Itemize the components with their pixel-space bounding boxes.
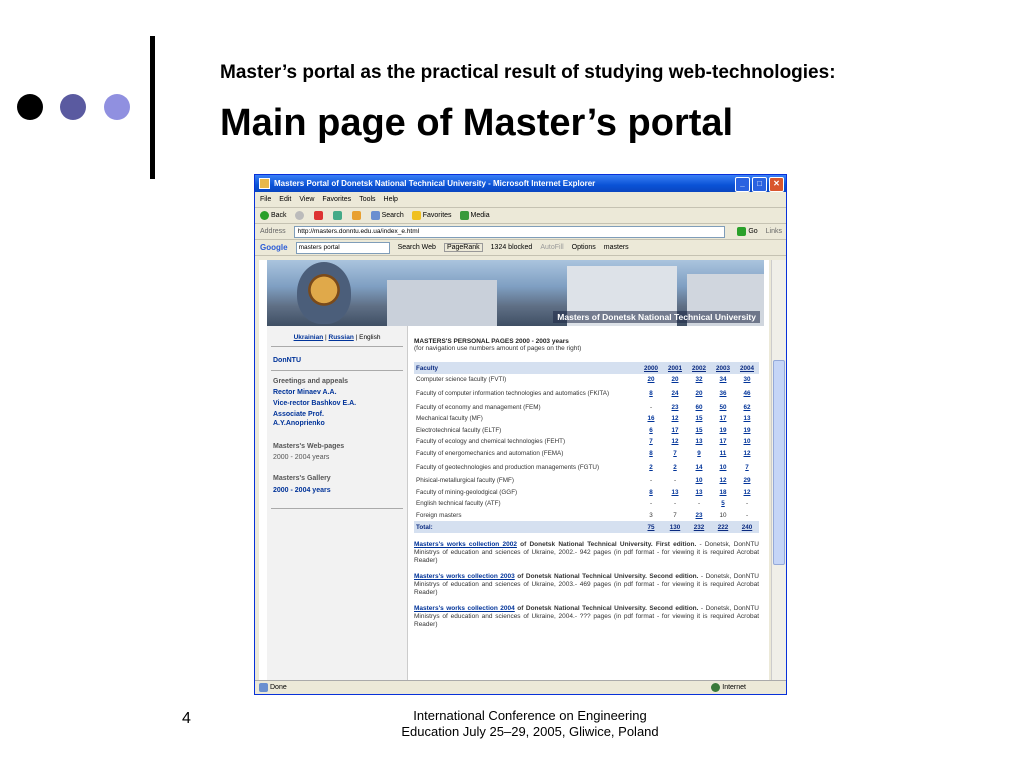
total-value[interactable]: 232 xyxy=(687,521,711,533)
faculty-count[interactable]: 6 xyxy=(649,426,653,434)
total-value[interactable]: 222 xyxy=(711,521,735,533)
menu-help[interactable]: Help xyxy=(383,196,398,203)
faculty-count[interactable]: 62 xyxy=(743,403,751,411)
close-button[interactable]: ✕ xyxy=(769,177,784,192)
status-bar xyxy=(255,680,786,694)
total-value[interactable]: 75 xyxy=(639,521,663,533)
faculty-count[interactable]: 30 xyxy=(743,376,751,384)
faculty-count[interactable]: 15 xyxy=(695,426,703,434)
faculty-count: 7 xyxy=(673,511,677,519)
language-switcher: Ukrainian | Russian | English xyxy=(293,334,381,341)
table-row xyxy=(414,475,759,487)
faculty-name: Faculty of geotechnologies and production managements (FGTU) xyxy=(416,463,600,471)
web-pages-heading: Masters's Web-pages xyxy=(273,443,345,450)
table-row xyxy=(414,402,759,414)
address-input[interactable]: http://masters.donntu.edu.ua/index_e.html xyxy=(294,226,726,238)
faculty-count[interactable]: 12 xyxy=(743,449,751,457)
faculty-count[interactable]: 60 xyxy=(695,403,703,411)
header-faculty: Faculty xyxy=(414,362,639,374)
google-search-input[interactable]: masters portal xyxy=(296,242,390,254)
faculty-count[interactable]: 8 xyxy=(649,488,653,496)
collection-2002: Masters's works collection 2002 of Donetsk National Technical University. First edition. - Donetsk, DonNTU Ministrys of education and sciences of Ukraine, 2002.- 942 pages (in pdf format - for viewing it is required Acrobat Reader) xyxy=(414,541,759,564)
link-collection-2004[interactable]: Masters's works collection 2004 xyxy=(414,605,515,612)
faculty-count[interactable]: 7 xyxy=(673,449,677,457)
divider xyxy=(271,370,403,371)
main-content xyxy=(414,338,759,629)
faculty-name: Phisical-metallurgical faculty (FMF) xyxy=(416,477,514,485)
faculty-count[interactable]: 10 xyxy=(719,463,727,471)
lang-ukrainian[interactable]: Ukrainian xyxy=(293,334,324,341)
options-button[interactable]: Options xyxy=(571,244,596,251)
faculty-count[interactable]: 12 xyxy=(743,488,751,496)
faculty-name: Faculty of economy and management (FEM) xyxy=(416,403,541,411)
table-row xyxy=(414,425,759,437)
link-collection-2002[interactable]: Masters's works collection 2002 xyxy=(414,541,517,548)
navigation-hint: (for navigation use numbers amount of pages on the right) xyxy=(414,345,582,352)
faculty-count[interactable]: 13 xyxy=(671,488,679,496)
faculty-count[interactable]: 32 xyxy=(695,376,703,384)
link-donntu[interactable]: DonNTU xyxy=(273,357,301,364)
title-divider xyxy=(150,36,155,179)
lang-english: English xyxy=(359,334,381,341)
title-bar xyxy=(255,175,786,192)
personal-pages-heading: MASTERS'S PERSONAL PAGES 2000 - 2003 years xyxy=(414,338,569,345)
faculty-count: - xyxy=(673,500,677,508)
faculty-count[interactable]: 34 xyxy=(719,376,727,384)
star-icon xyxy=(412,211,421,220)
bullet-dot-3 xyxy=(104,94,130,120)
faculty-count: 10 xyxy=(719,511,727,519)
faculty-count[interactable]: 12 xyxy=(719,477,727,485)
google-logo[interactable]: Google xyxy=(260,243,288,252)
menu-bar xyxy=(255,192,786,208)
link-gallery-years[interactable]: 2000 - 2004 years xyxy=(273,487,331,494)
header-year[interactable]: 2004 xyxy=(735,362,759,374)
table-header xyxy=(414,362,759,374)
faculty-count: - xyxy=(649,477,653,485)
faculty-name: English technical faculty (ATF) xyxy=(416,500,501,508)
faculty-count[interactable]: 12 xyxy=(671,415,679,423)
faculty-count[interactable]: 19 xyxy=(743,426,751,434)
header-year[interactable]: 2002 xyxy=(687,362,711,374)
table-row xyxy=(414,386,759,402)
faculty-count[interactable]: 19 xyxy=(719,426,727,434)
faculty-count: - xyxy=(649,403,653,411)
header-year[interactable]: 2001 xyxy=(663,362,687,374)
page-number: 4 xyxy=(182,710,191,727)
scrollbar-thumb[interactable] xyxy=(773,360,785,565)
slide-title: Main page of Master’s portal xyxy=(220,102,734,144)
faculty-count[interactable]: 20 xyxy=(671,376,679,384)
faculty-count[interactable]: 16 xyxy=(647,415,655,423)
faculty-count[interactable]: 20 xyxy=(647,376,655,384)
table-row xyxy=(414,498,759,510)
faculty-count[interactable]: 20 xyxy=(695,390,703,397)
total-value[interactable]: 130 xyxy=(663,521,687,533)
faculty-name: Mechanical faculty (MF) xyxy=(416,415,483,423)
faculty-count[interactable]: 9 xyxy=(697,449,701,457)
link-vice-rector[interactable]: Vice-rector Bashkov E.A. xyxy=(273,400,357,407)
table-row xyxy=(414,459,759,475)
faculty-name: Faculty of computer information technologies and automatics (FKITA) xyxy=(416,390,610,397)
divider xyxy=(271,508,403,509)
faculty-count[interactable]: 14 xyxy=(695,463,703,471)
banner-title: Masters of Donetsk National Technical University xyxy=(553,311,760,323)
link-associate-prof[interactable]: Associate Prof. xyxy=(273,411,324,418)
table-row xyxy=(414,413,759,425)
faculty-count[interactable]: 8 xyxy=(649,449,653,457)
table-total-row xyxy=(414,521,759,533)
footer-line-2: Education July 25–29, 2005, Gliwice, Poland xyxy=(401,724,659,739)
slide-subtitle: Master’s portal as the practical result of studying web-technologies: xyxy=(220,62,836,83)
table-row xyxy=(414,448,759,460)
go-button[interactable]: Go xyxy=(737,227,757,236)
browser-window xyxy=(254,174,787,695)
faculty-count: - xyxy=(745,511,749,519)
faculty-count[interactable]: 17 xyxy=(719,415,727,423)
faculty-count: 3 xyxy=(649,511,653,519)
total-value[interactable]: 240 xyxy=(735,521,759,533)
greetings-heading: Greetings and appeals xyxy=(273,378,349,385)
vertical-scrollbar[interactable] xyxy=(771,260,786,680)
refresh-icon[interactable] xyxy=(333,211,342,220)
status-text: Done xyxy=(270,684,287,691)
faculty-name: Faculty of energomechanics and automation (FEMA) xyxy=(416,449,564,457)
portal-banner xyxy=(267,260,764,326)
faculty-count[interactable]: 5 xyxy=(721,500,725,508)
faculty-name: Electrotechnical faculty (ELTF) xyxy=(416,426,502,434)
building-shape xyxy=(387,280,497,326)
faculty-count[interactable]: 7 xyxy=(649,438,653,446)
faculty-count[interactable]: 10 xyxy=(743,438,751,446)
faculty-count[interactable]: 7 xyxy=(745,463,749,471)
menu-tools[interactable]: Tools xyxy=(359,196,376,203)
google-toolbar xyxy=(255,240,786,256)
home-icon[interactable] xyxy=(352,211,361,220)
faculty-count[interactable]: 17 xyxy=(671,426,679,434)
minimize-button[interactable]: _ xyxy=(735,177,750,192)
faculty-count[interactable]: 23 xyxy=(695,511,703,519)
faculty-count: - xyxy=(697,500,701,508)
page-content xyxy=(259,260,769,680)
faculty-name: Faculty of ecology and chemical technologies (FEHT) xyxy=(416,438,566,446)
table-row xyxy=(414,487,759,499)
faculty-name: Foreign masters xyxy=(416,511,462,519)
left-sidebar xyxy=(267,326,408,680)
menu-file[interactable]: File xyxy=(260,196,272,203)
faculty-count[interactable]: 50 xyxy=(719,403,727,411)
faculty-count: - xyxy=(745,500,749,508)
footer-line-1: International Conference on Engineering xyxy=(413,708,647,723)
lang-russian[interactable]: Russian xyxy=(328,334,354,341)
masters-highlight-button[interactable]: masters xyxy=(603,244,629,251)
total-label: Total: xyxy=(414,521,639,533)
link-web-pages-years[interactable]: 2000 - 2004 years xyxy=(273,454,330,461)
bullet-dot-2 xyxy=(60,94,86,120)
internet-zone-icon xyxy=(711,683,720,692)
page-done-icon xyxy=(259,683,268,692)
link-anoprienko[interactable]: A.Y.Anoprienko xyxy=(273,420,325,427)
faculty-count[interactable]: 18 xyxy=(719,488,727,496)
header-year[interactable]: 2003 xyxy=(711,362,735,374)
collection-2004: Masters's works collection 2004 of Donetsk National Technical University. Second edition. - Donetsk, DonNTU Ministrys of education and sciences of Ukraine, 2004.- ??? pages (in pdf format - for viewing it is required Acrobat Reader) xyxy=(414,605,759,628)
faculty-count[interactable]: 13 xyxy=(743,415,751,423)
collection-2003: Masters's works collection 2003 of Donetsk National Technical University. Second edition. - Donetsk, DonNTU Ministrys of education and sciences of Ukraine, 2003.- 469 pages (in pdf format - for viewing it is required Acrobat Reader) xyxy=(414,573,759,596)
gallery-heading: Masters's Gallery xyxy=(273,475,331,482)
faculty-count[interactable]: 17 xyxy=(719,438,727,446)
table-row xyxy=(414,374,759,386)
faculty-count[interactable]: 13 xyxy=(695,488,703,496)
faculty-count[interactable]: 46 xyxy=(743,390,751,397)
ie-icon xyxy=(259,178,270,189)
search-icon xyxy=(371,211,380,220)
bullet-dot-1 xyxy=(17,94,43,120)
standard-toolbar xyxy=(255,208,786,224)
faculty-count[interactable]: 13 xyxy=(695,438,703,446)
links-button[interactable]: Links xyxy=(765,228,782,235)
back-button[interactable]: Back xyxy=(260,211,287,220)
popup-blocker[interactable]: 1324 blocked xyxy=(490,244,533,251)
menu-favorites[interactable]: Favorites xyxy=(322,196,352,203)
window-title: Masters Portal of Donetsk National Technical University - Microsoft Internet Explorer xyxy=(274,179,596,188)
faculty-table xyxy=(414,362,759,533)
faculty-count[interactable]: 10 xyxy=(695,477,703,485)
slide-footer xyxy=(380,708,680,740)
university-emblem-icon xyxy=(297,262,351,324)
stop-icon[interactable] xyxy=(314,211,323,220)
address-bar xyxy=(255,224,786,240)
faculty-count[interactable]: 8 xyxy=(649,390,653,397)
pagerank-indicator: PageRank xyxy=(444,243,483,252)
search-button[interactable]: Search xyxy=(371,211,404,220)
faculty-count[interactable]: 24 xyxy=(671,390,679,397)
go-arrow-icon xyxy=(737,227,746,236)
table-row xyxy=(414,510,759,522)
faculty-count[interactable]: 15 xyxy=(695,415,703,423)
table-row xyxy=(414,436,759,448)
faculty-count[interactable]: 2 xyxy=(673,463,677,471)
faculty-count[interactable]: 23 xyxy=(671,403,679,411)
divider xyxy=(271,346,403,347)
search-web-button[interactable]: Search Web xyxy=(397,244,436,251)
faculty-count[interactable]: 11 xyxy=(719,449,727,457)
maximize-button[interactable]: □ xyxy=(752,177,767,192)
faculty-count[interactable]: 29 xyxy=(743,477,751,485)
zone-text: Internet xyxy=(722,684,746,691)
faculty-count[interactable]: 2 xyxy=(649,463,653,471)
media-button[interactable]: Media xyxy=(460,211,490,220)
header-year[interactable]: 2000 xyxy=(639,362,663,374)
link-rector[interactable]: Rector Minaev A.A. xyxy=(273,389,337,396)
menu-edit[interactable]: Edit xyxy=(279,196,292,203)
faculty-count[interactable]: 36 xyxy=(719,390,727,397)
menu-view[interactable]: View xyxy=(299,196,315,203)
faculty-count: - xyxy=(649,500,653,508)
forward-arrow-icon[interactable] xyxy=(295,211,304,220)
autofill-button[interactable]: AutoFill xyxy=(540,244,564,251)
link-collection-2003[interactable]: Masters's works collection 2003 xyxy=(414,573,515,580)
back-arrow-icon xyxy=(260,211,269,220)
faculty-count: - xyxy=(673,477,677,485)
faculty-name: Computer science faculty (FVTI) xyxy=(416,376,507,384)
faculty-count[interactable]: 12 xyxy=(671,438,679,446)
favorites-button[interactable]: Favorites xyxy=(412,211,452,220)
faculty-name: Faculty of mining-geolodgical (GGF) xyxy=(416,488,518,496)
address-label: Address xyxy=(260,228,286,235)
media-icon xyxy=(460,211,469,220)
